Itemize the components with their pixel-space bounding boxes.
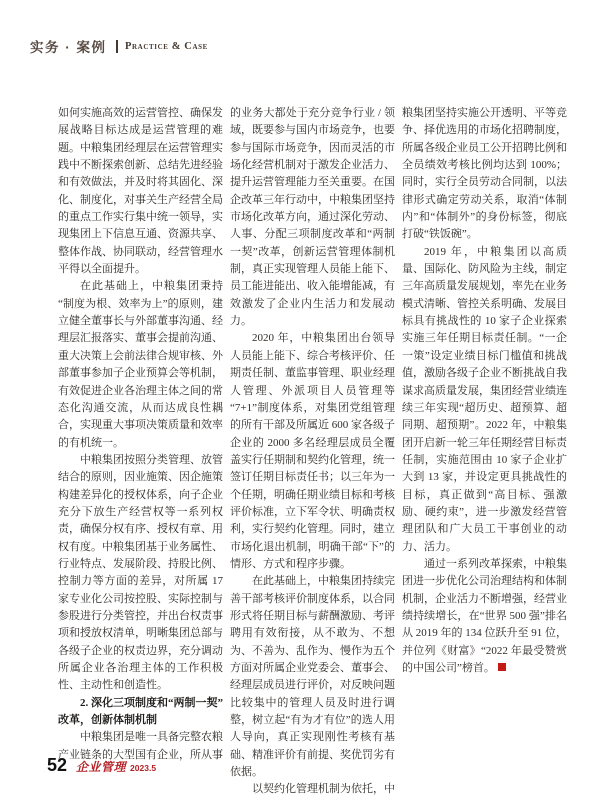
magazine-logo: 企业管理 <box>76 760 127 774</box>
article-column-3 <box>402 105 567 773</box>
paragraph: 的业务大都处于充分竞争行业 / 领域，既要参与国内市场竞争，也要参与国际市场竞争，因而灵活的市场化经营机制对于激发企业活力、提升运营管理能力至关重要。在国企改革三年行动中，中粮集团坚持市场化改革方向，通过深化劳动、人事、分配三项制度改革和“两制一契”改革，创新运营管理体制机制，真正实现管理人员能上能下、员工能进能出、收入能增能减，有效激发了企业内生活力和发展动力。 <box>230 107 395 328</box>
article-column-2 <box>230 105 395 796</box>
page-number: 52 <box>47 755 68 775</box>
issue-number: 2023.5 <box>130 763 157 773</box>
page-header <box>30 36 208 56</box>
paragraph: 以契约化管理机制为依托，中 <box>252 783 395 796</box>
page-footer <box>47 755 156 775</box>
header-divider <box>116 40 119 53</box>
article-end-mark <box>498 663 506 671</box>
paragraph: 粮集团坚持实施公开透明、平等竞争、择优选用的市场化招聘制度，所属各级企业员工公开招聘比例和全员绩效考核比例均达到 100%；同时，实行全员劳动合同制，以法律形式确定劳动关系，取消“体制内”和“体制外”的身份标签，彻底打破“铁饭碗”。 <box>402 107 567 241</box>
paragraph: 2019 年，中粮集团以高质量、国际化、防风险为主线，制定三年高质量发展规划，率先在业务模式清晰、管控关系明确、发展目标具有挑战性的 10 家子企业探索实施三年任期目标责任制。“一企一策”设定业绩目标门槛值和挑战值，激励各级子企业不断挑战自我谋求高质量发展，集团经营业绩连续三年实现“超历史、超预算、超同期、超预期”。2022 年，中粮集团开启新一轮三年任期经营目标责任制，实施范围由 10 家子企业扩大到 13 家，并设定更具挑战性的目标，真正做到“高目标、强激励、硬约束”，进一步激发经营管理团队和广大员工干事创业的动力、活力。 <box>402 245 567 553</box>
paragraph: 在此基础上，中粮集团秉持“制度为根、效率为上”的原则，建立健全董事长与外部董事沟通、经理层汇报落实、董事会提前沟通、重大决策上会前法律合规审核、外部董事参加子企业预算会等机制，有效促进企业各治理主体之间的常态化沟通交流，从而达成良性耦合，实现重大事项决策质量和效率的有机统一。 <box>58 280 223 449</box>
section-title-en: Practice & Case <box>125 40 208 52</box>
paragraph-text: 通过一系列改革探索，中粮集团进一步优化公司治理结构和体制机制，企业活力不断增强，经营业绩持续增长，在“世界 500 强”排名从 2019 年的 134 位跃升至 91 位，并位列《财富》“2022 年最受赞赏的中国公司”榜首。 <box>402 557 567 674</box>
section-heading: 2. 深化三项制度和“两制一契”改革，创新体制机制 <box>58 696 223 727</box>
paragraph: 2020 年，中粮集团出台领导人员能上能下、综合考核评价、任期责任制、董监事管理、职业经理人管理、外派项目人员管理等“7+1”制度体系，对集团党组管理的所有干部及所属近 600 家各级子企业的 2000 多名经理层成员全覆盖实行任期制和契约化管理，统一签订任期目标责任书；以三年为一个任期，明确任期业绩目标和考核评价标准，立下军令状、明确责权利，实行契约化管理。同时，建立市场化退出机制，明确干部“下”的情形、方式和程序步骤。 <box>230 332 395 570</box>
paragraph: 如何实施高效的运营管控、确保发展战略目标达成是运营管理的难题。中粮集团经理层在运营管理实践中不断探索创新、总结先进经验和有效做法，并及时将其固化、深化、制度化，对事关生产经营全局的重点工作实行集中统一领导，实现集团上下信息互通、资源共享、整体作战、协同联动，经营管理水平得以全面提升。 <box>58 107 223 276</box>
article-body <box>58 105 567 796</box>
paragraph: 中粮集团是唯一具备完整农粮产业链条的大型国有企业，所从事 <box>58 731 223 761</box>
section-title-cn: 实务 · 案例 <box>30 40 107 55</box>
paragraph <box>402 556 567 677</box>
article-column-1 <box>58 105 223 773</box>
paragraph: 在此基础上，中粮集团持续完善干部考核评价制度体系，以合同形式将任期目标与薪酬激励、考评聘用有效衔接，从不敢为、不想为、不善为、乱作为、慢作为五个方面对所属企业党委会、董事会、经理层成员进行评价，对反映问题比较集中的管理人员及时进行调整，树立起“有为才有位”的选人用人导向，真正实现刚性考核有基础、精准评价有前提、奖优罚劣有依据。 <box>230 575 395 779</box>
paragraph: 中粮集团按照分类管理、放管结合的原则，因业施策、因企施策构建差异化的授权体系，向子企业充分下放生产经营权等一系列权责，确保分权有序、授权有章、用权有度。中粮集团基于业务属性、行业特点、发展阶段、持股比例、控制力等方面的差异，对所属 17 家专业化公司按控股、实际控制与参股进行分类管控，并出台权责事项和授放权清单，明晰集团总部与各级子企业的权责边界，充分调动所属企业各治理主体的工作积极性、主动性和创造性。 <box>58 453 223 692</box>
